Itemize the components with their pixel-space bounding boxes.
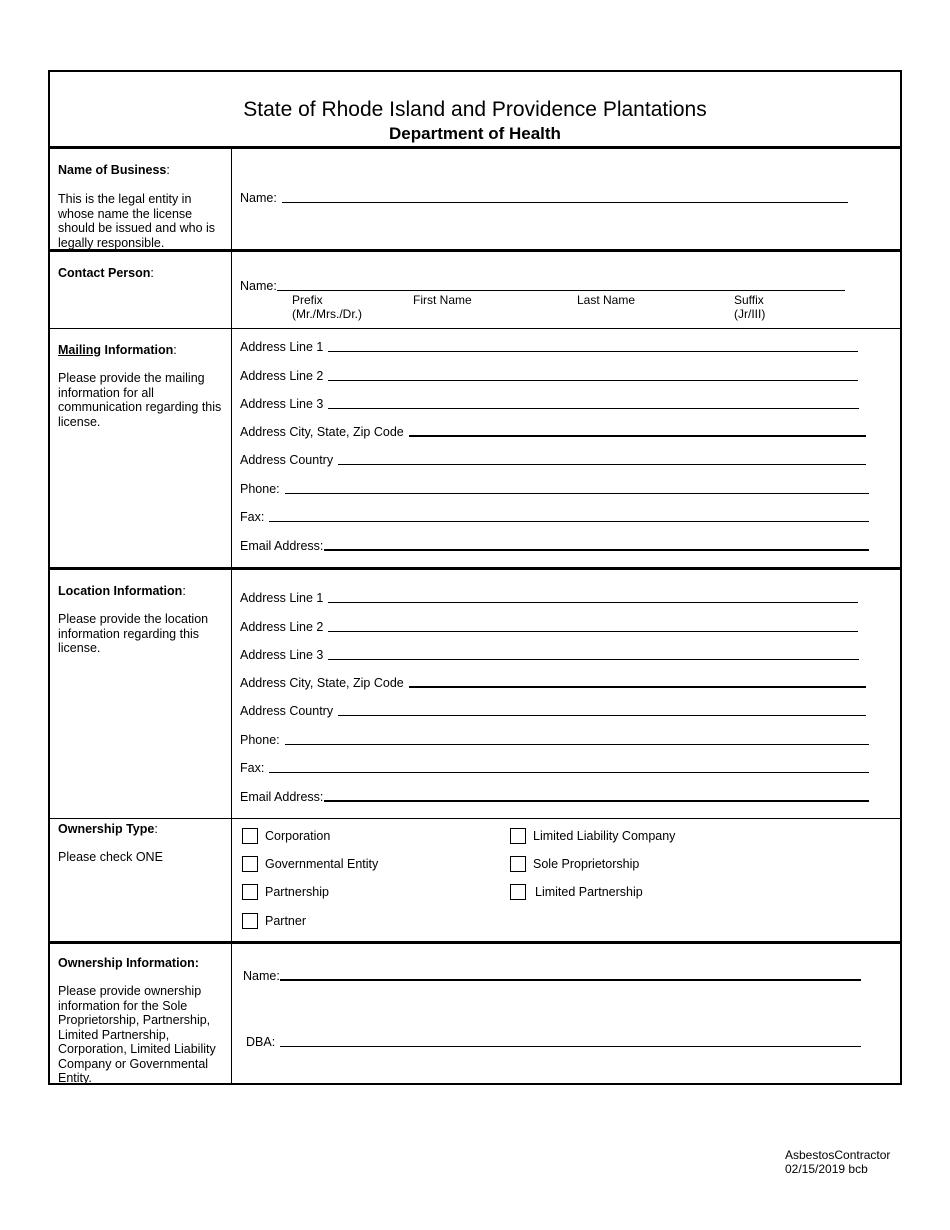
checkbox-limited-partnership[interactable]: Limited Partnership: [510, 884, 643, 900]
business-name-field[interactable]: [240, 189, 848, 205]
checkbox-box[interactable]: [242, 913, 258, 929]
mailing-address-line-1[interactable]: Address Line 1: [240, 338, 858, 354]
mailing-section: [50, 329, 900, 570]
ownership-type-options: [232, 819, 900, 941]
mailing-address-line-2[interactable]: Address Line 2: [240, 367, 858, 383]
location-address-line-2[interactable]: Address Line 2: [240, 618, 858, 634]
mailing-label-cell: Mailing Information: Please provide the mailing information for all communication regarding this license.: [50, 329, 232, 567]
location-description: Please provide the location information regarding this license.: [58, 612, 209, 655]
ownership-info-section: [50, 944, 900, 1083]
ownership-type-title: Ownership Type: [58, 822, 155, 836]
mailing-email[interactable]: Email Address:: [240, 537, 869, 553]
checkbox-sole-proprietorship[interactable]: Sole Proprietorship: [510, 856, 639, 872]
business-input-cell: [232, 149, 900, 249]
business-section: [50, 149, 900, 252]
mailing-description: Please provide the mailing information for all communication regarding this license.: [58, 371, 222, 429]
contact-name-field[interactable]: [240, 277, 845, 293]
suffix-caption: Suffix (Jr/III): [734, 293, 766, 321]
business-label-cell: Name of Business: This is the legal entity in whose name the license should be issued and who is legally responsible.: [50, 149, 232, 249]
business-description: This is the legal entity in whose name the license should be issued and who is legally responsible.: [58, 192, 216, 250]
contact-title: Contact Person: [58, 266, 151, 280]
checkbox-corporation[interactable]: Corporation: [242, 828, 330, 844]
location-input-cell: [232, 570, 900, 818]
mailing-fax[interactable]: Fax:: [240, 508, 869, 524]
location-section: [50, 570, 900, 819]
mailing-address-line-3[interactable]: Address Line 3: [240, 395, 859, 411]
ownership-info-description: Please provide ownership information for the Sole Proprietorship, Partnership, Limited Partnership, Corporation, Limited Liability Company or Governmental Entity.: [58, 984, 216, 1085]
contact-name-label: Name:: [240, 279, 277, 293]
checkbox-partnership[interactable]: Partnership: [242, 884, 329, 900]
prefix-caption: Prefix (Mr./Mrs./Dr.): [292, 293, 362, 321]
first-name-caption: First Name: [413, 293, 472, 307]
business-title: Name of Business: [58, 163, 167, 177]
location-fax[interactable]: Fax:: [240, 759, 869, 775]
mailing-country[interactable]: Address Country: [240, 451, 866, 467]
location-address-line-3[interactable]: Address Line 3: [240, 646, 859, 662]
state-title: State of Rhode Island and Providence Plantations: [243, 98, 707, 121]
mailing-input-cell: [232, 329, 900, 567]
form-id: AsbestosContractor: [785, 1148, 891, 1162]
contact-section: [50, 252, 900, 329]
checkbox-box[interactable]: [510, 884, 526, 900]
checkbox-box[interactable]: [510, 828, 526, 844]
ownership-type-description: Please check ONE: [58, 850, 163, 864]
mailing-title-underlined: Mailing: [58, 343, 102, 357]
mailing-phone[interactable]: Phone:: [240, 480, 869, 496]
location-address-line-1[interactable]: Address Line 1: [240, 589, 858, 605]
location-country[interactable]: Address Country: [240, 702, 866, 718]
last-name-caption: Last Name: [577, 293, 636, 307]
form-footer: [785, 1148, 890, 1176]
location-phone[interactable]: Phone:: [240, 731, 869, 747]
mailing-city-state-zip[interactable]: Address City, State, Zip Code: [240, 423, 866, 439]
location-city-state-zip[interactable]: Address City, State, Zip Code: [240, 674, 866, 690]
location-title: Location Information: [58, 584, 183, 598]
checkbox-box[interactable]: [510, 856, 526, 872]
ownership-type-label-cell: Ownership Type: Please check ONE: [50, 819, 232, 941]
ownership-type-section: [50, 819, 900, 944]
checkbox-box[interactable]: [242, 856, 258, 872]
location-email[interactable]: Email Address:: [240, 788, 869, 804]
form-header: [50, 72, 900, 149]
checkbox-partner[interactable]: Partner: [242, 913, 306, 929]
contact-input-cell: [232, 252, 900, 328]
checkbox-governmental-entity[interactable]: Governmental Entity: [242, 856, 378, 872]
checkbox-box[interactable]: [242, 884, 258, 900]
form-frame: [48, 70, 902, 1085]
ownership-info-input-cell: [232, 944, 900, 1083]
ownership-info-label-cell: [50, 944, 232, 1083]
business-name-label: Name:: [240, 191, 277, 205]
checkbox-box[interactable]: [242, 828, 258, 844]
location-label-cell: Location Information: Please provide the location information regarding this license.: [50, 570, 232, 818]
ownership-info-title: Ownership Information:: [58, 956, 199, 970]
checkbox-limited-liability-company[interactable]: Limited Liability Company: [510, 828, 675, 844]
mailing-title: Information: [101, 343, 174, 357]
dba-field[interactable]: DBA:: [246, 1033, 861, 1049]
revision-date: 02/15/2019 bcb: [785, 1162, 868, 1176]
contact-label-cell: Contact Person:: [50, 252, 232, 328]
owner-name-field[interactable]: Name:: [243, 967, 861, 983]
department-title: Department of Health: [389, 124, 561, 143]
